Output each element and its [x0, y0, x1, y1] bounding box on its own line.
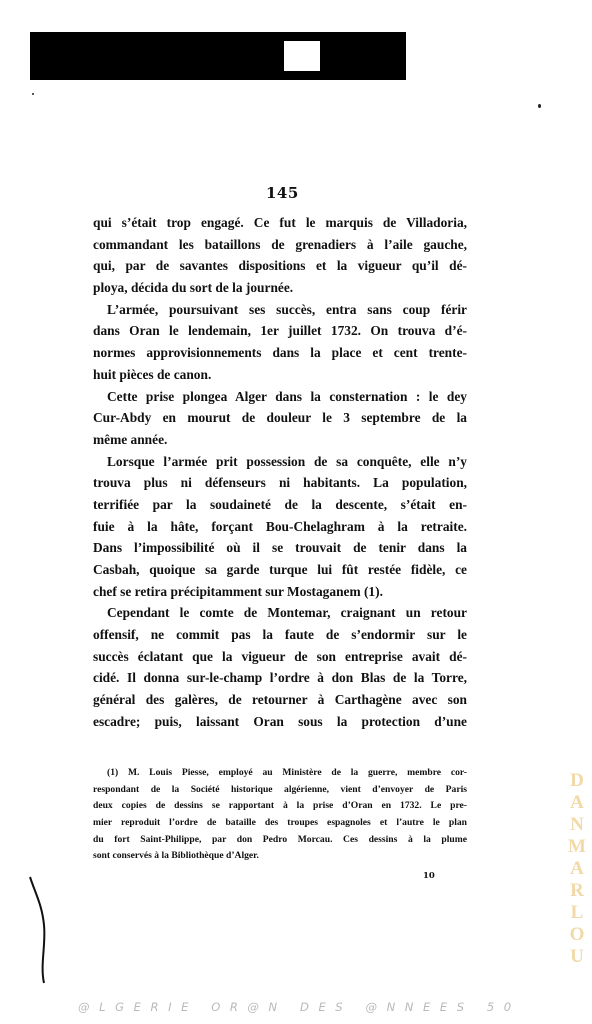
text-line: offensif, ne commit pas la faute de s’endormir sur le: [93, 627, 467, 643]
text-line: terrifiée par la soudaineté de la descente, s’était en-: [93, 496, 467, 512]
text-line: dans Oran le lendemain, 1er juillet 1732. On trouva d’é-: [93, 323, 467, 339]
text-line: fuie à la hâte, forçant Bou-Chelaghram à la retraite.: [93, 518, 467, 534]
text-line: trouva plus ni défenseurs ni habitants. La population,: [93, 475, 467, 491]
signature-mark: 10: [423, 871, 435, 881]
text-line: Cependant le comte de Montemar, craignant un retour: [107, 605, 467, 621]
footnote-line: mier reproduit l’ordre de bataille des troupes espagnoles et l’autre le plan: [93, 817, 467, 829]
page-number: 145: [266, 184, 299, 202]
redaction-gap: [284, 41, 320, 71]
text-line: escadre; puis, laissant Oran sous la protection d’une: [93, 713, 467, 729]
watermark-letter: A: [570, 858, 584, 879]
text-line: ploya, décida du sort de la journée.: [93, 280, 294, 296]
text-line: succès éclatant que la vigueur de son entreprise avait dé-: [93, 648, 467, 664]
text-line: même année.: [93, 431, 168, 447]
footnote-line: (1) M. Louis Piesse, employé au Ministère de la guerre, membre cor-: [107, 767, 467, 778]
text-line: chef se retira précipitamment sur Mostaganem (1).: [93, 583, 383, 599]
watermark-letter: L: [570, 902, 584, 923]
ink-speck: [538, 104, 541, 108]
watermark-letter: R: [570, 880, 584, 901]
footnote-line: respondant de la Société historique algérienne, vient d’envoyer de Paris: [93, 783, 467, 795]
text-line: Lorsque l’armée prit possession de sa conquête, elle n’y: [107, 453, 467, 469]
text-line: qui, par de savantes dispositions et la vigueur qu’il dé-: [93, 258, 467, 274]
watermark-footer: @LGERIE OR@N DES @NNEES 50: [78, 1000, 521, 1014]
footnote-line: du fort Saint-Philippe, par don Pedro Morcau. Ces dessins à la plume: [93, 833, 467, 845]
text-line: Casbah, quoique sa garde turque lui fût restée fidèle, ce: [93, 562, 467, 577]
text-line: Cur-Abdy en mourut de douleur le 3 septembre de la: [93, 410, 467, 426]
text-line: commandant les bataillons de grenadiers à l’aile gauche,: [93, 236, 467, 252]
text-line: qui s’était trop engagé. Ce fut le marquis de Villadoria,: [93, 215, 467, 230]
text-line: général des galères, de retourner à Carthagène avec son: [93, 692, 467, 708]
text-line: normes approvisionnements dans la place et cent trente-: [93, 345, 467, 361]
redaction-bar: [30, 32, 406, 80]
footnote-line: deux copies de dessins se rapportant à la prise d’Oran en 1732. Le pre-: [93, 800, 467, 812]
text-line: Dans l’impossibilité où il se trouvait de tenir dans la: [93, 540, 467, 556]
footnote-line: sont conservés à la Bibliothèque d’Alger.: [93, 850, 259, 862]
watermark-letter: N: [570, 814, 584, 835]
footnote: [93, 765, 467, 865]
ink-speck: [32, 93, 34, 95]
body-text: [93, 212, 467, 733]
watermark-letter: A: [570, 792, 584, 813]
watermark-vertical: [566, 770, 588, 990]
text-line: Cette prise plongea Alger dans la consternation : le dey: [107, 388, 467, 404]
watermark-letter: M: [568, 836, 586, 857]
text-line: cidé. Il donna sur-le-champ l’ordre à don Blas de la Torre,: [93, 670, 467, 686]
text-line: L’armée, poursuivant ses succès, entra sans coup férir: [107, 301, 467, 317]
watermark-letter: U: [570, 946, 584, 967]
margin-pen-stroke: [26, 875, 56, 985]
watermark-letter: O: [569, 924, 585, 945]
text-line: huit pièces de canon.: [93, 366, 212, 382]
watermark-letter: D: [570, 770, 584, 791]
